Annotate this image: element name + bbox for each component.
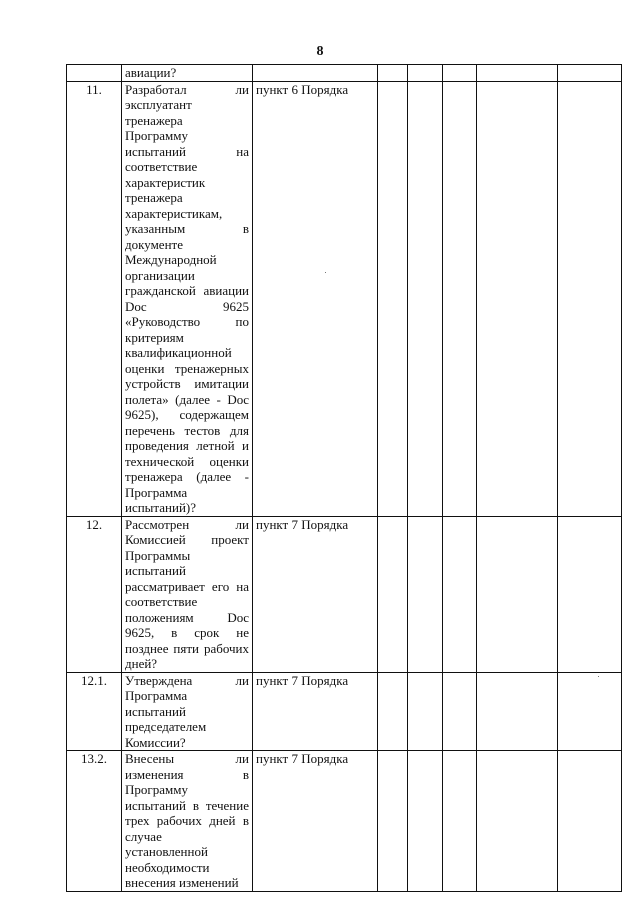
question-line: критериям: [125, 329, 184, 345]
question-line: указанным в: [125, 221, 249, 236]
question-line: испытаний в течение: [125, 797, 249, 813]
answer-cell: [443, 751, 477, 892]
question-line: Doc 9625: [125, 298, 249, 314]
scan-speck: [325, 272, 326, 273]
question-line: Комиссией проект: [125, 532, 249, 547]
answer-cell: [408, 751, 443, 892]
question-line: оценки тренажерных: [125, 360, 249, 376]
question-line: характеристикам,: [125, 205, 223, 221]
answer-cell: [443, 672, 477, 751]
reference-cell: пункт 6 Порядка: [253, 81, 378, 516]
question-line: тренажера (далее -: [125, 469, 249, 484]
question-line: испытаний)?: [125, 500, 196, 515]
question-line: Утверждена ли: [125, 672, 249, 688]
question-cell: [122, 81, 253, 516]
question-line: Программы: [125, 547, 191, 563]
question-line: 9625), содержащем: [125, 407, 249, 422]
question-line: Программу: [125, 128, 188, 143]
question-line: Программа: [125, 484, 188, 500]
table-row: [67, 81, 622, 516]
answer-cell: [477, 672, 558, 751]
question-line: случае: [125, 828, 162, 844]
question-line: проведения летной и: [125, 438, 249, 453]
answer-cell: [378, 751, 408, 892]
answer-cell: [378, 81, 408, 516]
question-line: авиации?: [125, 65, 177, 80]
answer-cell: [477, 81, 558, 516]
reference-cell: [253, 65, 378, 82]
answer-cell: [443, 516, 477, 672]
question-cell: [122, 65, 253, 82]
item-number: 12.: [67, 516, 122, 672]
question-line: испытаний: [125, 703, 186, 719]
question-line: Международной: [125, 252, 217, 267]
table-row: [67, 751, 622, 892]
question-cell: [122, 751, 253, 892]
question-line: Комиссии?: [125, 734, 186, 750]
scan-speck: [598, 676, 599, 677]
answer-cell: [378, 672, 408, 751]
question-line: Внесены ли: [125, 751, 249, 766]
answer-cell: [477, 751, 558, 892]
question-line: трех рабочих дней в: [125, 813, 249, 828]
question-line: председателем: [125, 719, 207, 734]
item-number: [67, 65, 122, 82]
answer-cell: [443, 81, 477, 516]
table-row: [67, 516, 622, 672]
question-line: соответствие: [125, 594, 198, 609]
answer-cell: [408, 516, 443, 672]
question-line: внесения изменений: [125, 875, 239, 890]
page-number: 8: [316, 44, 324, 59]
question-line: рассматривает его на: [125, 578, 249, 594]
answer-cell: [558, 751, 622, 892]
question-line: технической оценки: [125, 453, 249, 469]
answer-cell: [378, 516, 408, 672]
question-line: испытаний на: [125, 143, 249, 159]
question-line: характеристик: [125, 174, 206, 190]
answer-cell: [477, 516, 558, 672]
question-line: организации: [125, 267, 195, 283]
checklist-table: [66, 64, 622, 892]
answer-cell: [558, 516, 622, 672]
question-cell: [122, 516, 253, 672]
question-line: Программа: [125, 688, 188, 703]
question-line: Программу: [125, 782, 188, 797]
question-line: полета» (далее - Doc: [125, 391, 249, 407]
answer-cell: [408, 81, 443, 516]
question-line: эксплуатант: [125, 97, 192, 112]
answer-cell: [378, 65, 408, 82]
answer-cell: [408, 65, 443, 82]
reference-cell: пункт 7 Порядка: [253, 751, 378, 892]
question-line: гражданской авиации: [125, 283, 249, 298]
question-line: положениям Doc: [125, 609, 249, 625]
answer-cell: [558, 672, 622, 751]
question-line: перечень тестов для: [125, 422, 249, 438]
question-line: документе: [125, 236, 183, 252]
table-row: [67, 672, 622, 751]
question-line: изменения в: [125, 766, 249, 782]
item-number: 13.2.: [67, 751, 122, 892]
question-line: тренажера: [125, 190, 183, 205]
answer-cell: [477, 65, 558, 82]
reference-cell: пункт 7 Порядка: [253, 516, 378, 672]
answer-cell: [558, 65, 622, 82]
question-line: тренажера: [125, 112, 183, 128]
question-line: необходимости: [125, 859, 210, 875]
answer-cell: [558, 81, 622, 516]
question-line: испытаний: [125, 563, 186, 578]
item-number: 11.: [67, 81, 122, 516]
question-line: 9625, в срок не: [125, 625, 249, 640]
question-line: квалификационной: [125, 345, 232, 360]
question-line: «Руководство по: [125, 314, 249, 329]
table-row: [67, 65, 622, 82]
question-cell: [122, 672, 253, 751]
question-line: установленной: [125, 844, 208, 859]
question-line: Разработал ли: [125, 81, 249, 97]
answer-cell: [443, 65, 477, 82]
item-number: 12.1.: [67, 672, 122, 751]
question-line: позднее пяти рабочих: [125, 640, 249, 656]
question-line: дней?: [125, 656, 158, 671]
reference-cell: пункт 7 Порядка: [253, 672, 378, 751]
question-line: соответствие: [125, 159, 198, 174]
answer-cell: [408, 672, 443, 751]
question-line: устройств имитации: [125, 376, 249, 391]
question-line: Рассмотрен ли: [125, 516, 249, 532]
